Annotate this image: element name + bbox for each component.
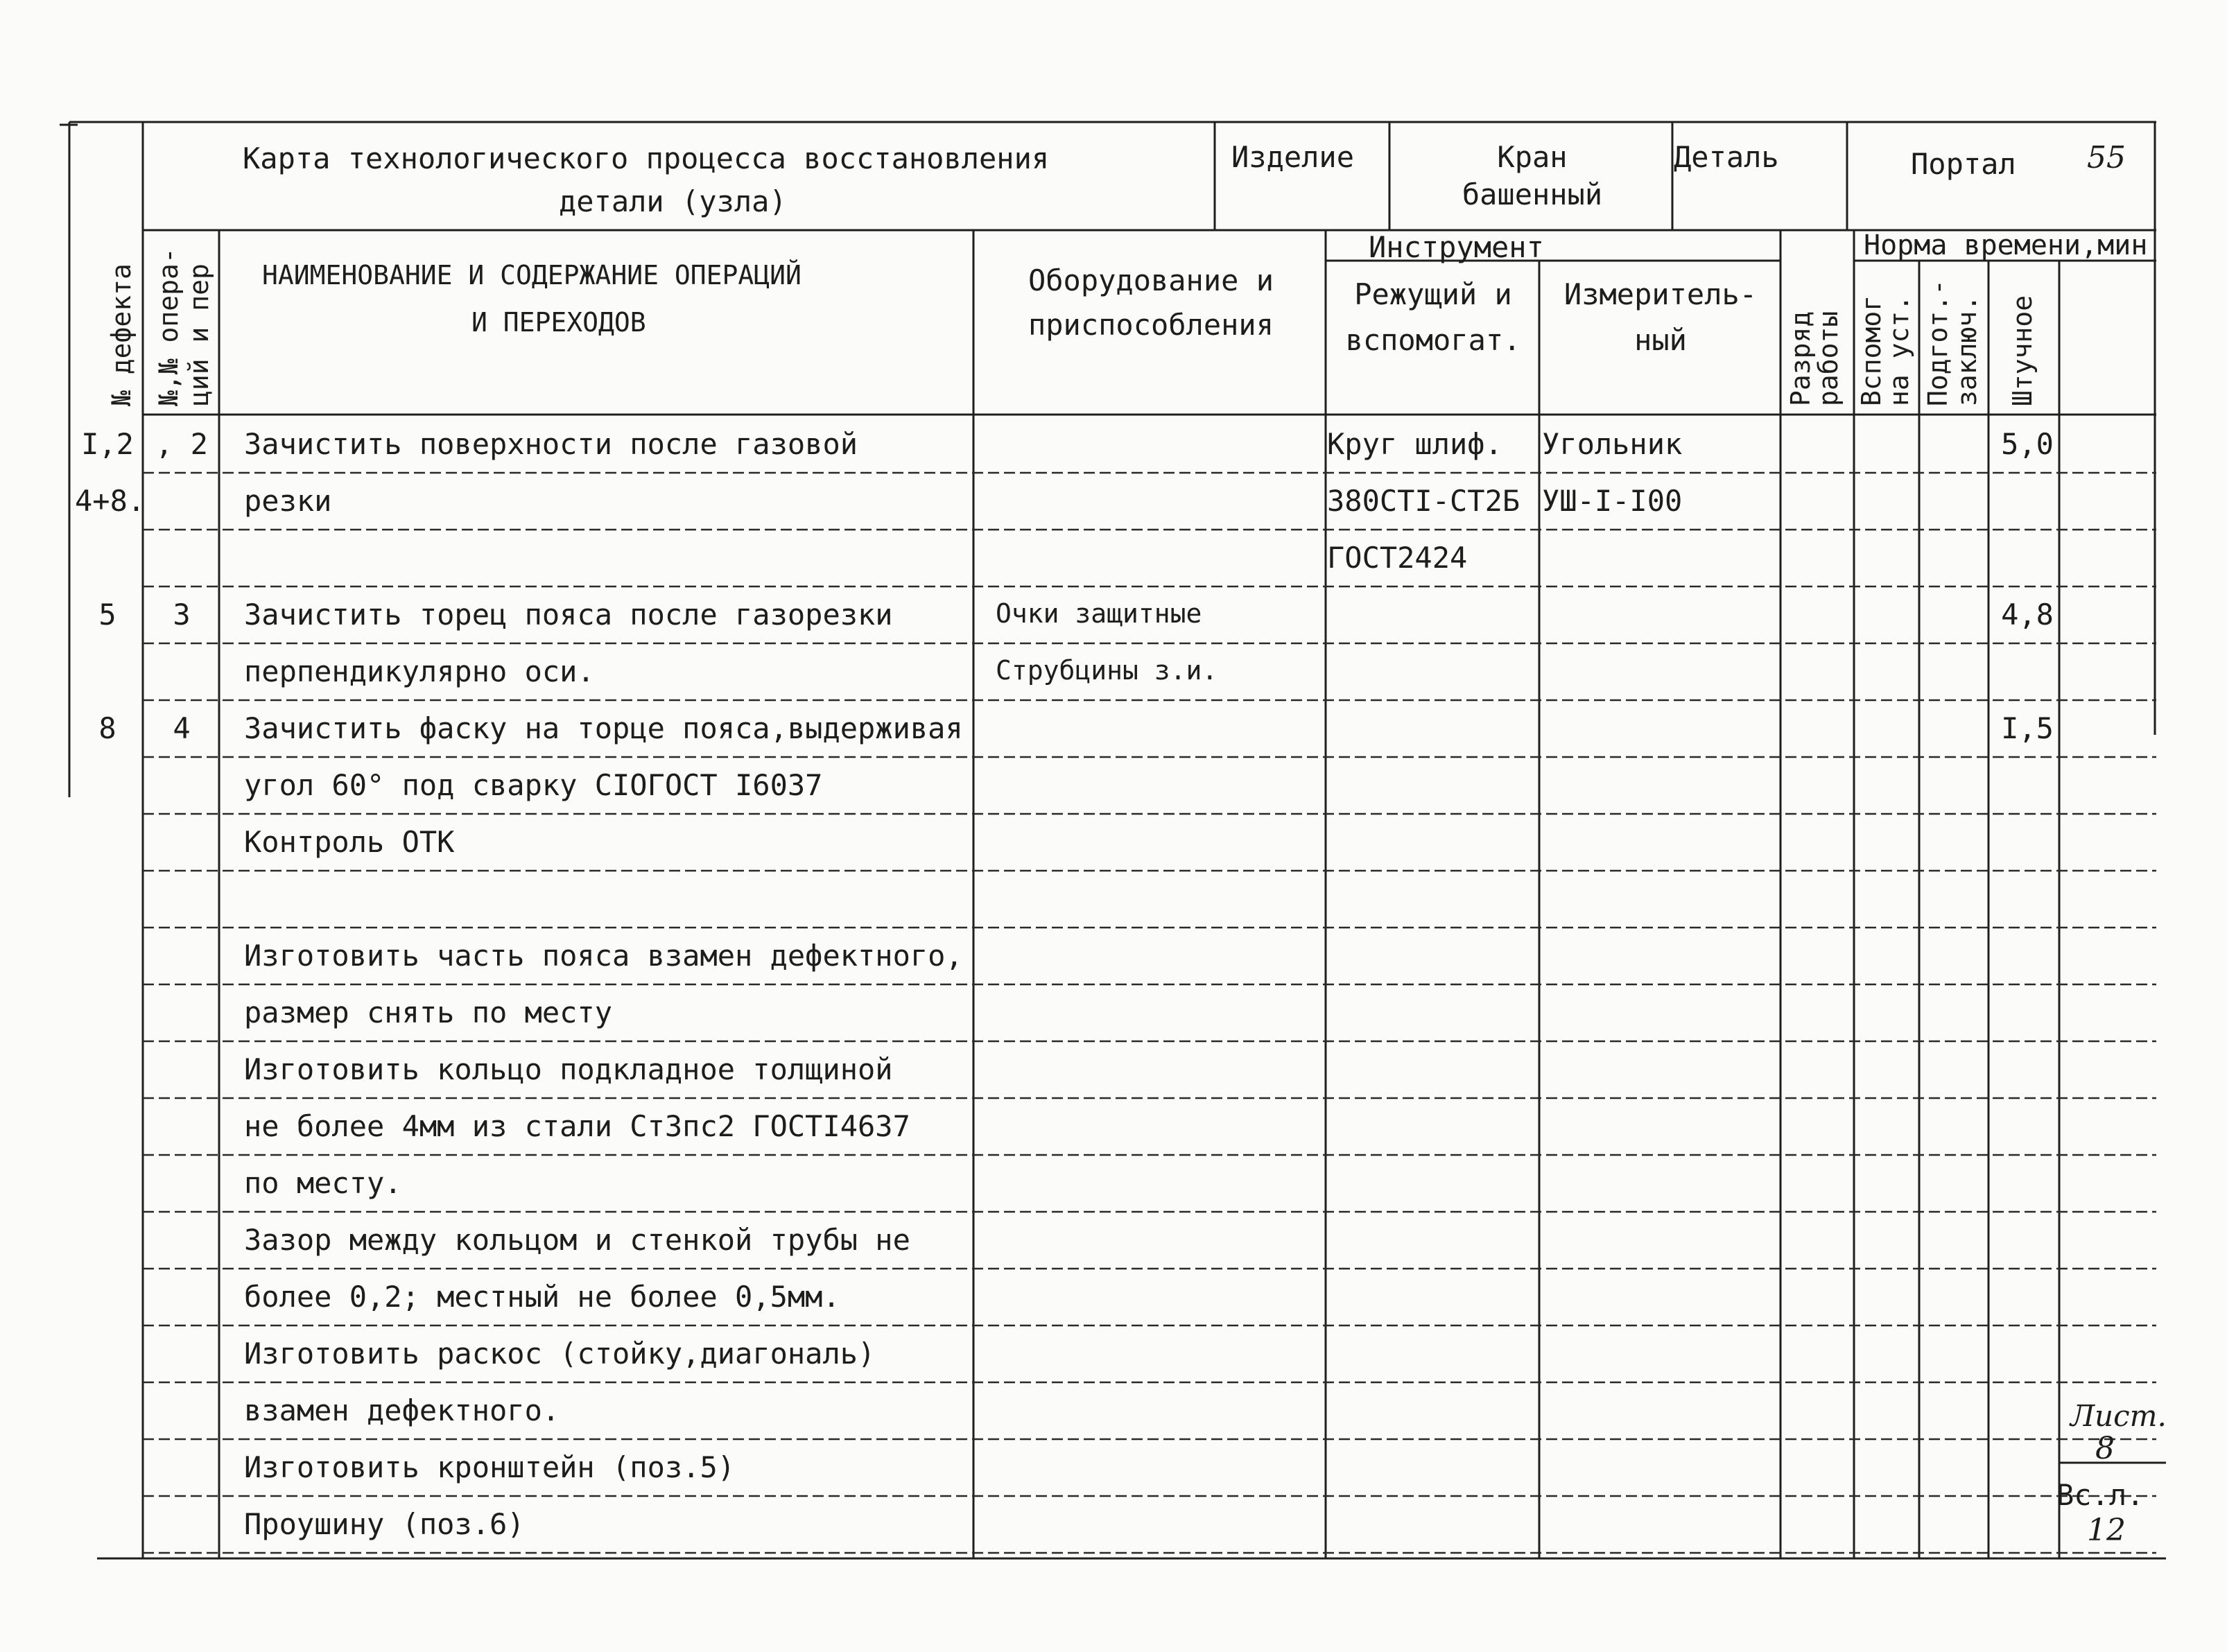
part-value: Портал bbox=[1911, 147, 2016, 181]
cell-defect: 4+8. bbox=[75, 484, 146, 518]
part-label: Деталь bbox=[1674, 140, 1779, 174]
col-prep-line2: заключ. bbox=[1952, 295, 1982, 406]
cell-cut: 380СТI-СТ2Б bbox=[1327, 484, 1520, 518]
cell-text: Проушину (поз.6) bbox=[244, 1507, 525, 1541]
col-defect-no: № дефекта bbox=[106, 263, 137, 406]
cell-text: более 0,2; местный не более 0,5мм. bbox=[244, 1280, 840, 1314]
cell-text: Изготовить кольцо подкладное толщиной bbox=[244, 1052, 893, 1086]
col-cutting-line2: вспомогат. bbox=[1345, 323, 1521, 357]
cell-text: резки bbox=[244, 484, 332, 518]
product-value-line2: башенный bbox=[1462, 177, 1603, 211]
cell-defect: I,2 bbox=[81, 427, 134, 461]
cell-text: Зачистить торец пояса после газорезки bbox=[244, 598, 893, 632]
cell-equip: Струбцины з.и. bbox=[996, 655, 1218, 686]
cell-text: размер снять по месту bbox=[244, 995, 613, 1029]
cell-text: Контроль ОТК bbox=[244, 825, 455, 859]
col-name-line2: И ПЕРЕХОДОВ bbox=[471, 307, 646, 338]
col-aux-line1: Вспомог bbox=[1856, 295, 1887, 406]
col-prep-line1: Подгот.- bbox=[1923, 279, 1953, 406]
total-sheets-label: Вс.л. bbox=[2056, 1478, 2144, 1512]
cell-piece: 4,8 bbox=[2001, 598, 2054, 632]
cell-text: Изготовить раскос (стойку,диагональ) bbox=[244, 1337, 876, 1371]
cell-equip: Очки защитные bbox=[996, 598, 1202, 629]
col-piece: Штучное bbox=[2007, 295, 2038, 406]
page-number: 55 bbox=[2087, 140, 2126, 175]
cell-text: Зачистить поверхности после газовой bbox=[244, 427, 858, 461]
cell-text: Изготовить кронштейн (поз.5) bbox=[244, 1450, 736, 1484]
col-grade-line2: работы bbox=[1813, 311, 1844, 406]
col-cutting-line1: Режущий и bbox=[1354, 277, 1512, 311]
cell-text: взамен дефектного. bbox=[244, 1393, 560, 1427]
cell-cut: Круг шлиф. bbox=[1327, 427, 1502, 461]
cell-op: 3 bbox=[173, 598, 191, 632]
col-equipment-line2: приспособления bbox=[1028, 308, 1274, 342]
cell-text: Изготовить часть пояса взамен дефектного, bbox=[244, 939, 963, 973]
col-measuring-line1: Измеритель- bbox=[1563, 277, 1758, 311]
cell-text: по месту. bbox=[244, 1166, 402, 1200]
cell-text: перпендикулярно оси. bbox=[244, 654, 595, 688]
col-time-norm: Норма времени,мин bbox=[1864, 229, 2148, 261]
cell-piece: I,5 bbox=[2001, 711, 2054, 745]
cell-text: Зачистить фаску на торце пояса,выдерживая bbox=[244, 711, 963, 745]
col-measuring-line2: ный bbox=[1634, 323, 1687, 357]
cell-op: 4 bbox=[173, 711, 191, 745]
cell-text: угол 60° под сварку СIОГОСТ I6037 bbox=[244, 768, 823, 802]
sheet-label: Лист. bbox=[2070, 1399, 2167, 1433]
product-label: Изделие bbox=[1231, 140, 1355, 174]
card-title-line1: Карта технологического процесса восстановления bbox=[243, 141, 1050, 175]
cell-text: Зазор между кольцом и стенкой трубы не bbox=[244, 1223, 910, 1257]
cell-defect: 8 bbox=[98, 711, 116, 745]
cell-defect: 5 bbox=[98, 598, 116, 632]
cell-cut: ГОСТ2424 bbox=[1327, 541, 1468, 575]
cell-meas: УШ-I-I00 bbox=[1542, 484, 1683, 518]
col-op-no-line2: ций и пер bbox=[184, 263, 214, 406]
col-op-no-line1: №,№ опера- bbox=[153, 247, 184, 406]
sheet-value: 8 bbox=[2095, 1431, 2115, 1466]
product-value-line1: Кран bbox=[1497, 140, 1568, 174]
col-equipment-line1: Оборудование и bbox=[1028, 263, 1274, 297]
card-title-line2: детали (узла) bbox=[559, 184, 787, 218]
col-name-line1: НАИМЕНОВАНИЕ И СОДЕРЖАНИЕ ОПЕРАЦИЙ bbox=[262, 260, 801, 290]
cell-text: не более 4мм из стали Ст3пс2 ГОСТI4637 bbox=[244, 1109, 910, 1143]
cell-piece: 5,0 bbox=[2001, 427, 2054, 461]
col-instrument: Инструмент bbox=[1369, 230, 1544, 264]
cell-op: , 2 bbox=[155, 427, 208, 461]
col-aux-line2: на уст. bbox=[1884, 295, 1914, 406]
col-grade-line1: Разряд bbox=[1785, 311, 1816, 406]
total-sheets-value: 12 bbox=[2087, 1513, 2126, 1548]
cell-meas: Угольник bbox=[1542, 427, 1683, 461]
